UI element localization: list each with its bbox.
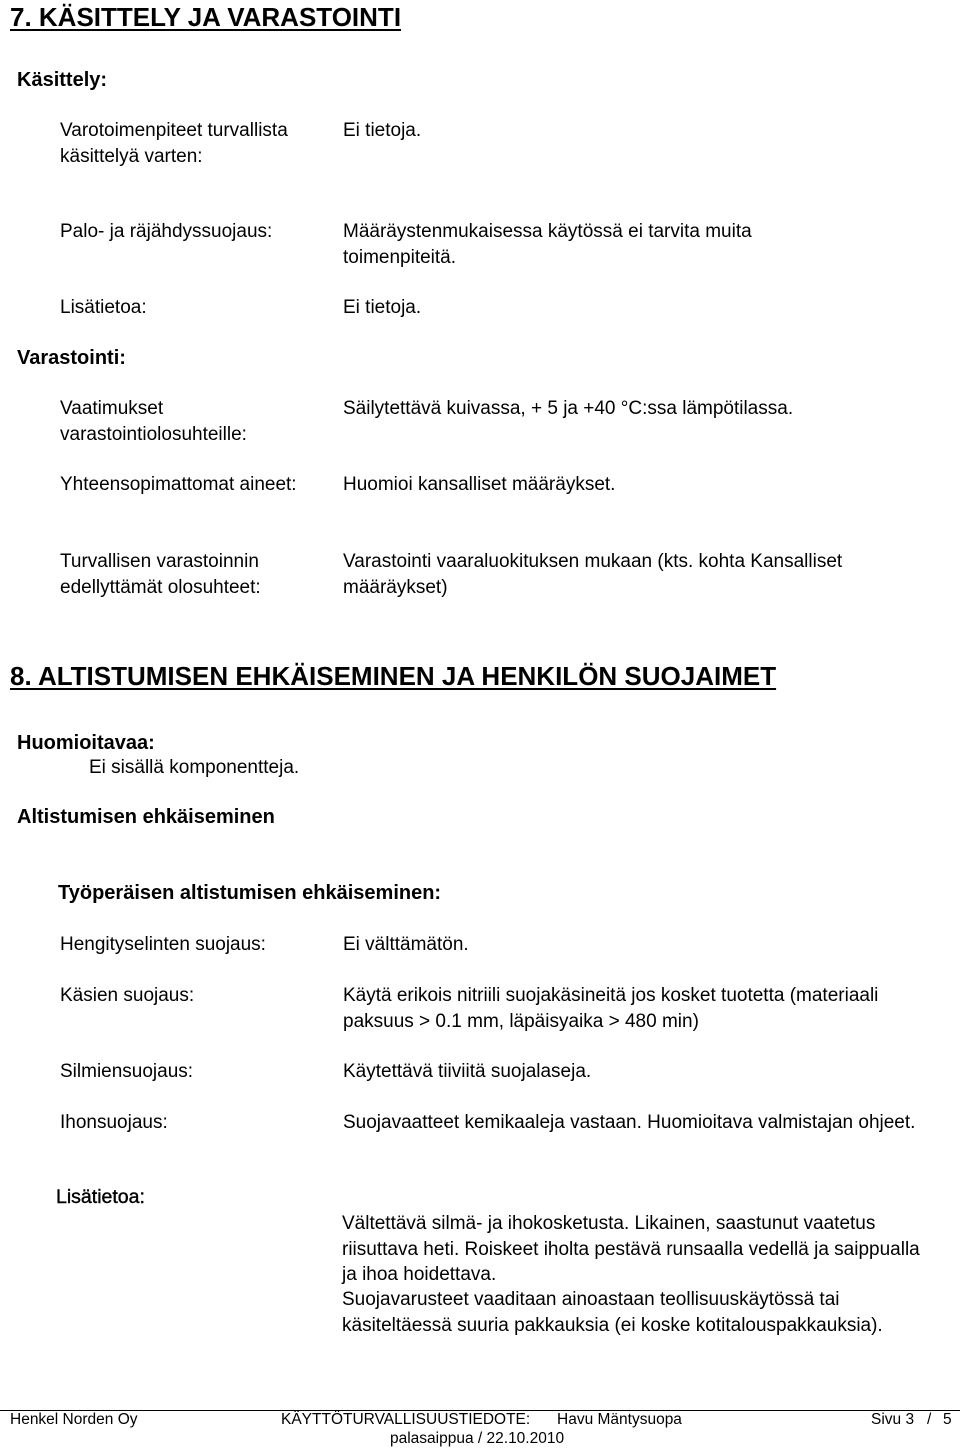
footer-product: Havu Mäntysuopa <box>557 1411 682 1428</box>
additional-info-label: Lisätietoa: <box>56 1186 145 1208</box>
handling-heading: Käsittely: <box>17 69 108 91</box>
safe-storage-label: Turvallisen varastoinnin edellyttämät olosuhteet: <box>60 551 261 598</box>
respiratory-protection-label: Hengityselinten suojaus: <box>60 934 266 955</box>
fire-protection-label: Palo- ja räjähdyssuojaus: <box>60 221 273 242</box>
hand-protection-value: Käytä erikois nitriili suojakäsineitä jos kosket tuotetta (materiaali paksuus > 0.1 mm, läpäisyaika > 480 min) <box>343 985 879 1032</box>
footer-date-line: palasaippua / 22.10.2010 <box>390 1430 565 1447</box>
section-7-title: 7. KÄSITTELY JA VARASTOINTI <box>10 2 402 32</box>
note-heading: Huomioitavaa: <box>17 732 155 754</box>
note-text: Ei sisällä komponentteja. <box>89 757 300 778</box>
footer-page-label: Sivu 3 <box>871 1411 915 1428</box>
footer-doc-type: KÄYTTÖTURVALLISUUSTIEDOTE: <box>281 1411 531 1428</box>
incompatible-materials-value: Huomioi kansalliset määräykset. <box>343 474 616 495</box>
storage-requirements-value: Säilytettävä kuivassa, + 5 ja +40 °C:ssa lämpötilassa. <box>343 398 794 419</box>
hand-protection-label: Käsien suojaus: <box>60 985 195 1006</box>
storage-heading: Varastointi: <box>17 347 126 369</box>
occupational-heading: Työperäisen altistumisen ehkäiseminen: <box>58 882 442 904</box>
section-8-title: 8. ALTISTUMISEN EHKÄISEMINEN JA HENKILÖN SUOJAIMET <box>10 661 777 691</box>
footer-company: Henkel Norden Oy <box>10 1411 138 1428</box>
skin-protection-value: Suojavaatteet kemikaaleja vastaan. Huomioitava valmistajan ohjeet. <box>343 1112 916 1133</box>
eye-protection-value: Käytettävä tiiviitä suojalaseja. <box>343 1061 592 1082</box>
skin-protection-label: Ihonsuojaus: <box>60 1112 168 1133</box>
eye-protection-label: Silmiensuojaus: <box>60 1061 194 1082</box>
handling-additional-value: Ei tietoja. <box>343 297 422 318</box>
footer-page-total: 5 <box>943 1411 952 1428</box>
handling-additional-label: Lisätietoa: <box>60 297 147 318</box>
respiratory-protection-value: Ei välttämätön. <box>343 934 469 955</box>
fire-protection-value: Määräystenmukaisessa käytössä ei tarvita muita toimenpiteitä. <box>343 221 752 268</box>
incompatible-materials-label: Yhteensopimattomat aineet: <box>60 474 297 495</box>
additional-info-value-2: Suojavarusteet vaaditaan ainoastaan teollisuuskäytössä tai käsiteltäessä suuria pakkauksia (ei koske kotitalouspakkauksia). <box>342 1289 883 1336</box>
storage-requirements-label: Vaatimukset varastointiolosuhteille: <box>60 398 247 445</box>
footer-page-separator: / <box>927 1411 932 1428</box>
page-footer <box>0 1410 960 1449</box>
handling-precautions-label: Varotoimenpiteet turvallista käsittelyä varten: <box>60 120 288 167</box>
exposure-heading: Altistumisen ehkäiseminen <box>17 806 275 828</box>
safe-storage-value: Varastointi vaaraluokituksen mukaan (kts. kohta Kansalliset määräykset) <box>343 551 843 598</box>
handling-precautions-value: Ei tietoja. <box>343 120 422 141</box>
additional-info-value: Vältettävä silmä- ja ihokosketusta. Likainen, saastunut vaatetus riisuttava heti. Roiskeet iholta pestävä runsaalla vedellä ja saippualla ja ihoa hoidettava. <box>342 1213 920 1285</box>
